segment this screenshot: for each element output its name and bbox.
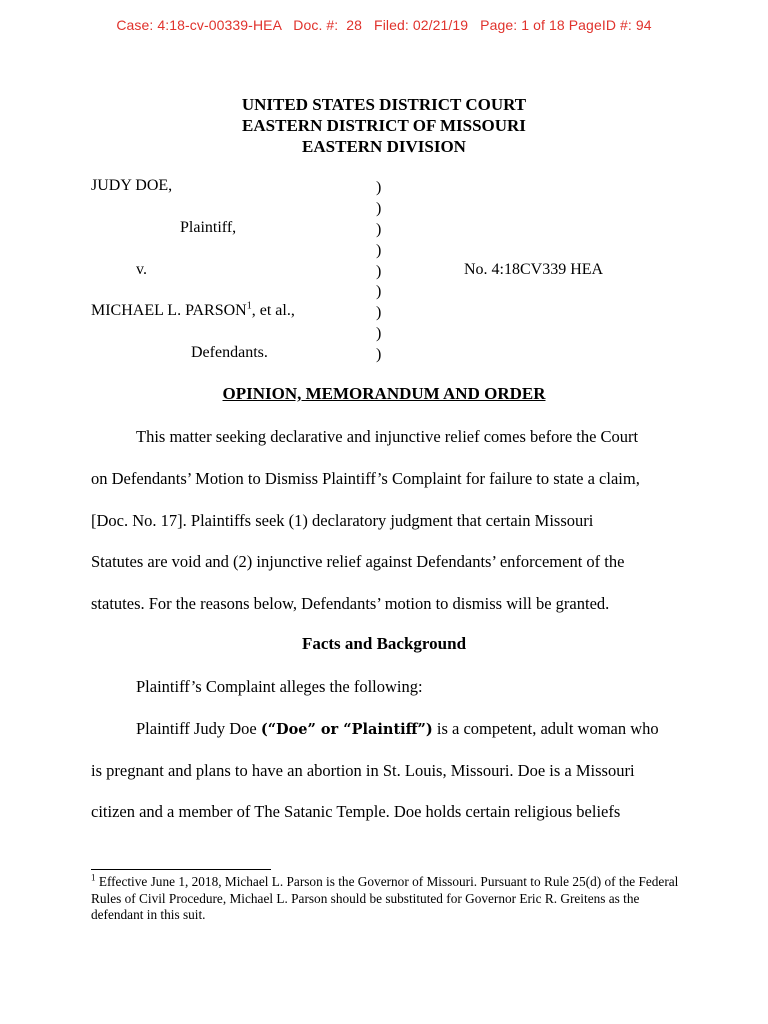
facts-line-4: citizen and a member of The Satanic Temple. Doe holds certain religious beliefs — [91, 802, 621, 821]
caption-paren: ) — [376, 325, 382, 343]
defined-term: (“Doe” or “Plaintiff”) — [260, 721, 433, 738]
caption-paren: ) — [376, 346, 382, 364]
intro-line-5: statutes. For the reasons below, Defendants’ motion to dismiss will be granted. — [91, 594, 610, 613]
case-number: No. 4:18CV339 HEA — [464, 261, 604, 278]
caption-parentheses — [376, 178, 381, 366]
caption-paren: ) — [376, 199, 382, 217]
caption-paren: ) — [376, 304, 382, 322]
defendant-line — [91, 302, 295, 320]
document-title-text: OPINION, MEMORANDUM AND ORDER — [222, 384, 546, 403]
caption-paren: ) — [376, 220, 382, 238]
court-district: EASTERN DISTRICT OF MISSOURI — [242, 116, 526, 135]
facts-line-1: Plaintiff’s Complaint alleges the following: — [136, 677, 423, 696]
intro-line-4: Statutes are void and (2) injunctive relief against Defendants’ enforcement of the — [91, 552, 625, 571]
footnote-reference: 1 — [246, 300, 252, 312]
caption-paren: ) — [376, 262, 382, 280]
court-heading — [0, 94, 768, 157]
footnote — [91, 874, 691, 924]
footnote-text: Effective June 1, 2018, Michael L. Parson is the Governor of Missouri. Pursuant to Rule 25(d) of the Federal Rules of Civil Procedure, Michael L. Parson should be substituted for Governor Eric R. Greitens as the defendant in this suit. — [91, 874, 679, 922]
caption-paren: ) — [376, 179, 382, 196]
section-heading: Facts and Background — [301, 634, 467, 653]
defendant-role: Defendants. — [191, 344, 268, 361]
header-case-number: Case: 4:18-cv-00339-HEA — [116, 17, 282, 33]
document-title — [0, 384, 768, 404]
caption-paren: ) — [376, 241, 382, 259]
court-name: UNITED STATES DISTRICT COURT — [241, 95, 527, 114]
court-division: EASTERN DIVISION — [302, 137, 466, 156]
footnote-separator — [91, 869, 271, 870]
intro-line-1: This matter seeking declarative and injunctive relief comes before the Court — [136, 427, 639, 446]
defendant-name: MICHAEL L. PARSON — [91, 302, 247, 319]
header-page-info: Page: 1 of 18 PageID #: 94 — [480, 17, 652, 33]
caption-paren: ) — [376, 283, 382, 301]
defendant-suffix: , et al., — [251, 302, 295, 319]
facts-line-2-end: is a competent, adult woman who — [432, 719, 659, 738]
ecf-header — [0, 17, 768, 33]
footnote-marker: 1 — [91, 872, 96, 883]
header-doc-number: Doc. #: 28 — [293, 17, 363, 33]
plaintiff-name: JUDY DOE, — [91, 177, 173, 194]
intro-line-2: on Defendants’ Motion to Dismiss Plaintiff’s Complaint for failure to state a claim, — [91, 469, 640, 488]
plaintiff-role: Plaintiff, — [180, 219, 237, 236]
facts-line-2-start: Plaintiff Judy Doe — [136, 719, 261, 738]
versus: v. — [136, 261, 147, 278]
header-filed-date: Filed: 02/21/19 — [374, 17, 469, 33]
facts-line-3: is pregnant and plans to have an abortion in St. Louis, Missouri. Doe is a Missouri — [91, 761, 635, 780]
intro-line-3: [Doc. No. 17]. Plaintiffs seek (1) declaratory judgment that certain Missouri — [91, 511, 594, 530]
facts-line-2 — [136, 719, 659, 739]
